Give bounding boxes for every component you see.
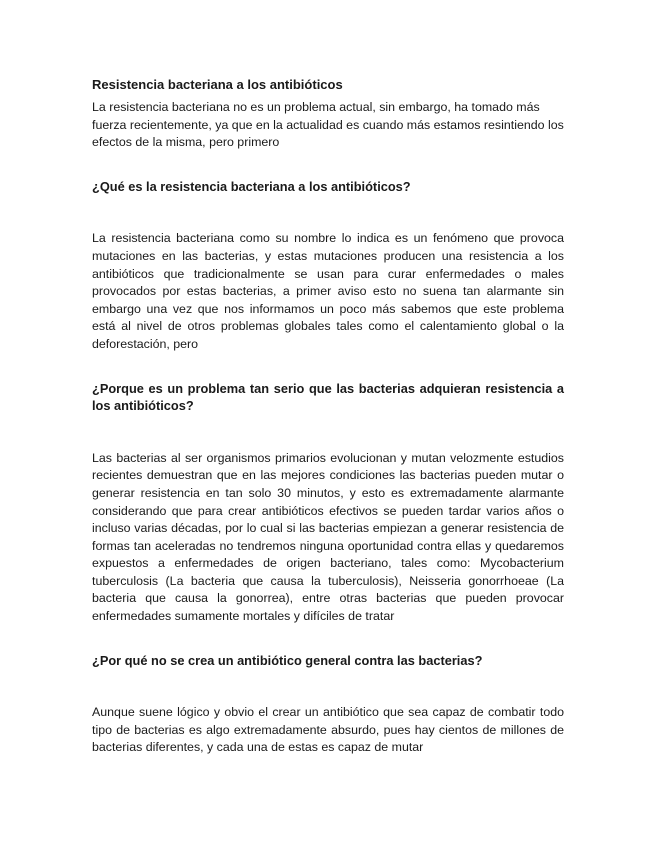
section-body-general-antibiotic: Aunque suene lógico y obvio el crear un antibiótico que sea capaz de combatir todo tipo de bacterias es algo extremadamente absurdo, pues hay cientos de millones de bacterias diferentes, y cada una de estas es capaz de mutar [92,705,564,755]
document-title: Resistencia bacteriana a los antibióticos [92,77,343,92]
section-heading-why-serious: ¿Porque es un problema tan serio que las bacterias adquieran resistencia a los antibióticos? [92,380,564,414]
section-body-what-is: La resistencia bacteriana como su nombre lo indica es un fenómeno que provoca mutaciones en las bacterias, y estas mutaciones producen una resistencia a los antibióticos que tradicionalmente se usan para curar enfermedades o males provocados por estas bacterias, a primer aviso esto no suena tan alarmante sin embargo una vez que nos informamos un poco más sabemos que este problema está al nivel de otros problemas globales tales como el calentamiento global o la deforestación, pero [92,231,564,351]
section-body-why-serious: Las bacterias al ser organismos primarios evolucionan y mutan velozmente estudios recientes demuestran que en las mejores condiciones las bacterias pueden mutar o generar resistencia en tan solo 30 minutos, y esto es extremadamente alarmante considerando que para crear antibióticos efectivos se pueden tardar varios años o incluso varias décadas, por lo cual si las bacterias empiezan a generar resistencia de formas tan aceleradas no tendremos ninguna oportunidad contra ellas y quedaremos expuestos a enfermedades de origen bacteriano, tales como: Mycobacterium tuberculosis (La bacteria que causa la tuberculosis), Neisseria gonorrhoeae (La bacteria que causa la gonorrea), entre otras bacterias que pueden provocar enfermedades sumamente mortales y difíciles de tratar [92,450,564,624]
intro-paragraph: La resistencia bacteriana no es un problema actual, sin embargo, ha tomado más fuerza recientemente, ya que en la actualidad es cuando más estamos resintiendo los efectos de la misma, pero primero [92,100,564,150]
document-content [92,76,564,757]
section-heading-what-is: ¿Qué es la resistencia bacteriana a los antibióticos? [92,178,411,194]
section-heading-general-antibiotic: ¿Por qué no se crea un antibiótico general contra las bacterias? [92,652,483,668]
